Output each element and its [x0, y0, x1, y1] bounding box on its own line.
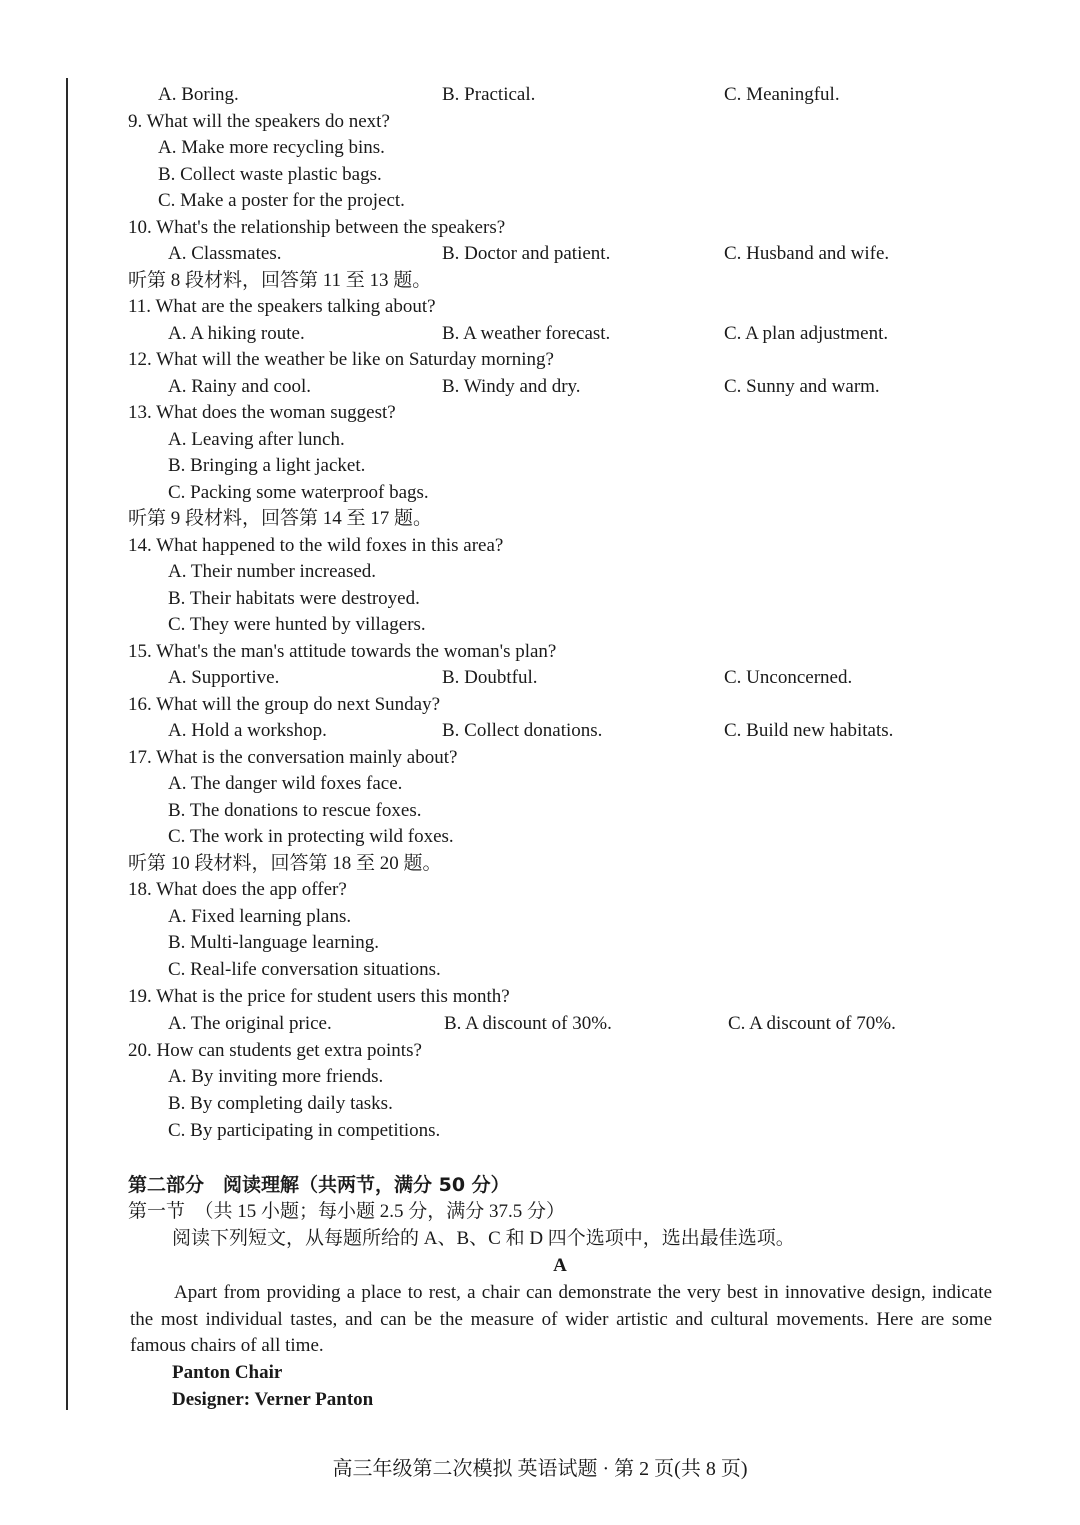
q9-option-c: C. Make a poster for the project. [158, 190, 405, 211]
q14-option-b: B. Their habitats were destroyed. [168, 588, 420, 609]
q15-stem: 15. What's the man's attitude towards the woman's plan? [128, 641, 557, 662]
q8-option-c: C. Meaningful. [724, 84, 840, 105]
passage-label: A [553, 1255, 567, 1276]
q20-option-a: A. By inviting more friends. [168, 1066, 384, 1087]
q14-option-c: C. They were hunted by villagers. [168, 614, 426, 635]
section-10-heading: 听第 10 段材料，回答第 18 至 20 题。 [128, 853, 442, 874]
q13-option-b: B. Bringing a light jacket. [168, 455, 366, 476]
q12-option-c: C. Sunny and warm. [724, 376, 880, 397]
q20-stem: 20. How can students get extra points? [128, 1040, 422, 1061]
q15-option-c: C. Unconcerned. [724, 667, 853, 688]
q17-option-b: B. The donations to rescue foxes. [168, 800, 422, 821]
q11-option-a: A. A hiking route. [168, 323, 305, 344]
q18-stem: 18. What does the app offer? [128, 879, 347, 900]
section-9-heading: 听第 9 段材料，回答第 14 至 17 题。 [128, 508, 433, 529]
q13-stem: 13. What does the woman suggest? [128, 402, 396, 423]
q10-option-c: C. Husband and wife. [724, 243, 890, 264]
q20-option-c: C. By participating in competitions. [168, 1120, 441, 1141]
chair-title: Panton Chair [172, 1362, 283, 1383]
q18-option-c: C. Real-life conversation situations. [168, 959, 441, 980]
q9-stem: 9. What will the speakers do next? [128, 111, 390, 132]
q18-option-a: A. Fixed learning plans. [168, 906, 352, 927]
page-footer: 高三年级第二次模拟 英语试题 · 第 2 页(共 8 页) [332, 1458, 748, 1480]
passage-paragraph-text: Apart from providing a place to rest, a chair can demonstrate the very best in innovative design, indicate the most individual tastes, and can be the measure of wider artistic and cultural movements. Here are some famous chairs of all time. [130, 1282, 992, 1356]
q20-option-b: B. By completing daily tasks. [168, 1093, 393, 1114]
q12-option-a: A. Rainy and cool. [168, 376, 312, 397]
q15-option-b: B. Doubtful. [442, 667, 538, 688]
q13-option-a: A. Leaving after lunch. [168, 429, 345, 450]
q11-option-c: C. A plan adjustment. [724, 323, 889, 344]
q16-option-a: A. Hold a workshop. [168, 720, 327, 741]
q10-stem: 10. What's the relationship between the speakers? [128, 217, 506, 238]
q19-stem: 19. What is the price for student users this month? [128, 986, 510, 1007]
chair-designer: Designer: Verner Panton [172, 1389, 374, 1410]
q16-option-c: C. Build new habitats. [724, 720, 894, 741]
part-2-title: 第二部分 阅读理解（共两节，满分 50 分） [128, 1174, 510, 1196]
reading-instruction: 阅读下列短文，从每题所给的 A、B、C 和 D 四个选项中，选出最佳选项。 [172, 1228, 795, 1249]
q16-stem: 16. What will the group do next Sunday? [128, 694, 441, 715]
q19-option-a: A. The original price. [168, 1013, 332, 1034]
q14-stem: 14. What happened to the wild foxes in this area? [128, 535, 504, 556]
q9-option-a: A. Make more recycling bins. [158, 137, 385, 158]
q8-option-b: B. Practical. [442, 84, 536, 105]
q19-option-c: C. A discount of 70%. [728, 1013, 896, 1034]
section-8-heading: 听第 8 段材料，回答第 11 至 13 题。 [128, 270, 432, 291]
q18-option-b: B. Multi-language learning. [168, 932, 380, 953]
q13-option-c: C. Packing some waterproof bags. [168, 482, 429, 503]
q12-stem: 12. What will the weather be like on Saturday morning? [128, 349, 554, 370]
q15-option-a: A. Supportive. [168, 667, 280, 688]
q17-option-c: C. The work in protecting wild foxes. [168, 826, 454, 847]
q9-option-b: B. Collect waste plastic bags. [158, 164, 382, 185]
q8-option-a: A. Boring. [158, 84, 239, 105]
q17-stem: 17. What is the conversation mainly about? [128, 747, 458, 768]
q14-option-a: A. Their number increased. [168, 561, 377, 582]
q19-option-b: B. A discount of 30%. [444, 1013, 612, 1034]
q11-option-b: B. A weather forecast. [442, 323, 611, 344]
section-1-heading: 第一节 （共 15 小题；每小题 2.5 分，满分 37.5 分） [128, 1201, 566, 1222]
q11-stem: 11. What are the speakers talking about? [128, 296, 436, 317]
q10-option-b: B. Doctor and patient. [442, 243, 611, 264]
passage-paragraph [130, 1280, 992, 1360]
q12-option-b: B. Windy and dry. [442, 376, 581, 397]
q17-option-a: A. The danger wild foxes face. [168, 773, 403, 794]
q16-option-b: B. Collect donations. [442, 720, 603, 741]
q10-option-a: A. Classmates. [168, 243, 282, 264]
